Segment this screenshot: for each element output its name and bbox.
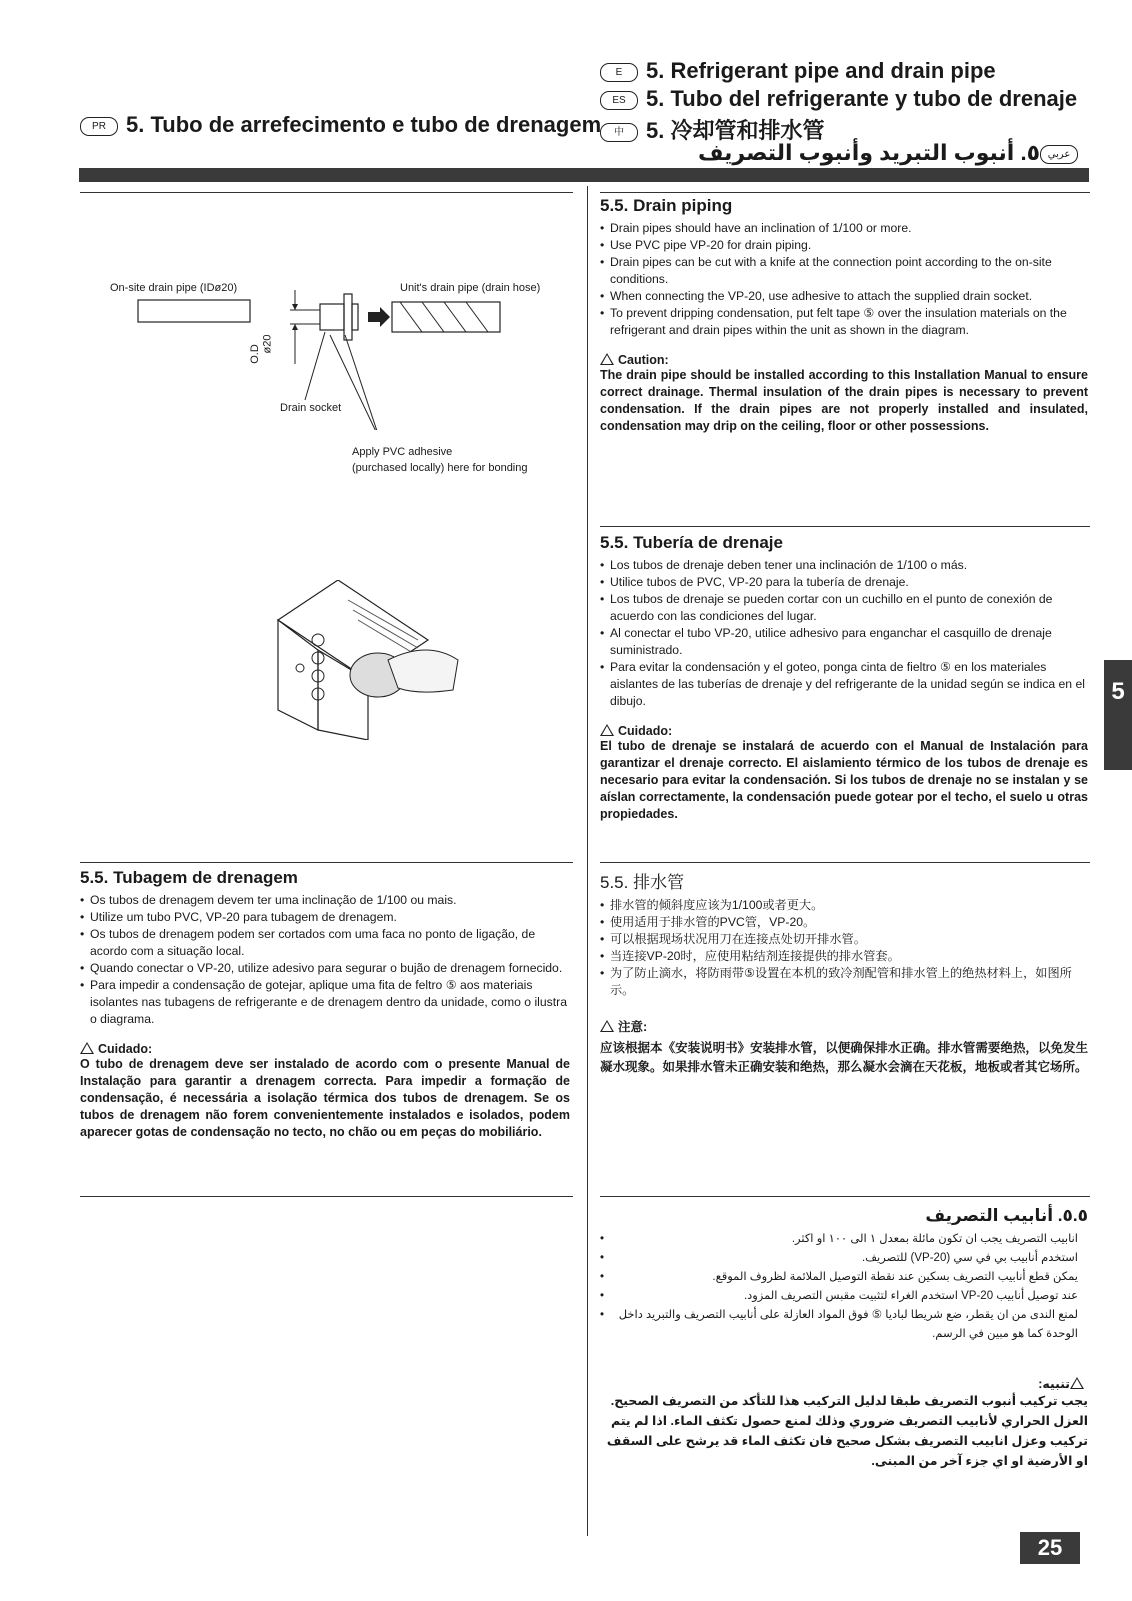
- list-item: • انابيب التصريف يجب ان تكون مائلة بمعدل ١ الى ١٠٠ او اكثر.: [600, 1230, 1088, 1249]
- list-item: • Los tubos de drenaje deben tener una inclinación de 1/100 o más.: [600, 557, 1088, 574]
- section-pr-list: [80, 892, 570, 1028]
- caution-heading-ar: تنبيه:: [600, 1376, 1088, 1391]
- caution-heading-en: Caution:: [600, 353, 1088, 367]
- list-item: • 使用适用于排水管的PVC管，VP-20。: [600, 914, 1088, 931]
- header-title-ch: 中 5. 冷却管和排水管: [600, 114, 824, 145]
- caution-text-pr: O tubo de drenagem deve ser instalado de acordo com o presente Manual de Instalação para garantir a drenagem correcta. Para impedir a formação de condensação, é necessária a isolação térmica dos tubos de drenagem. Se os tubos de drenagem não forem convenientemente instalados e isolados, podem aparecer gotas de condensação no tecto, no chão ou em peças do mobiliário.: [80, 1057, 570, 1139]
- section-es-list: [600, 557, 1088, 710]
- divider-es-ch: [600, 862, 1090, 863]
- warning-icon: [600, 1020, 614, 1032]
- warning-icon: [600, 724, 614, 736]
- list-item: • يمكن قطع أنابيب التصريف بسكين عند نقطة التوصيل الملائمة لظروف الموقع.: [600, 1268, 1088, 1287]
- list-item: • To prevent dripping condensation, put felt tape ⑤ over the insulation materials on the refrigerant and drain pipes within the unit as shown in the diagram.: [600, 305, 1088, 339]
- list-item: • Drain pipes can be cut with a knife at the connection point according to the on-site conditions.: [600, 254, 1088, 288]
- section-ch-list: [600, 897, 1088, 999]
- caution-text-en: The drain pipe should be installed according to this Installation Manual to ensure correct drainage. Thermal insulation of the drain pipes is necessary to prevent condensation. If the drain pipes are not properly installed and insulated, condensation may drip on the ceiling, floor or other possessions.: [600, 368, 1088, 433]
- list-item: • Utilize um tubo PVC, VP-20 para tubagem de drenagem.: [80, 909, 570, 926]
- caution-text-es: El tubo de drenaje se instalará de acuerdo con el Manual de Instalación para garantizar el drenaje correcto. El aislamiento térmico de los tubos de drenaje es necesario para evitar la condensación. Si los tubos de drenaje no se instalan y se aíslan correctamente, la condensación puede gotear por el techo, el suelo u otras propiedades.: [600, 739, 1088, 821]
- list-item: • When connecting the VP-20, use adhesive to attach the supplied drain socket.: [600, 288, 1088, 305]
- diagram-label-socket: Drain socket: [280, 402, 342, 414]
- caution-heading-es: Cuidado:: [600, 724, 1088, 738]
- section-en: [600, 196, 1088, 435]
- list-item: • Utilice tubos de PVC, VP-20 para la tubería de drenaje.: [600, 574, 1088, 591]
- section-ar-list: [600, 1230, 1088, 1344]
- header-band: [79, 168, 1089, 182]
- left-column-top-rule: [80, 192, 573, 193]
- lang-badge-pr: PR: [80, 117, 118, 136]
- list-item: • Quando conectar o VP-20, utilize adesivo para segurar o bujão de drenagem fornecido.: [80, 960, 570, 977]
- section-ch: [600, 868, 1088, 1077]
- lang-badge-es: ES: [600, 91, 638, 110]
- lang-badge-e: E: [600, 63, 638, 82]
- diagram-label-adhesive-1: Apply PVC adhesive: [352, 446, 453, 458]
- section-en-list: [600, 220, 1088, 339]
- list-item: • 可以根据现场状况用刀在连接点处切开排水管。: [600, 931, 1088, 948]
- section-ar-title: ٥.٥. أنابيب التصريف: [925, 1206, 1088, 1225]
- section-pr-title: 5.5. Tubagem de drenagem: [80, 868, 298, 887]
- list-item: • استخدم أنابيب بي في سي (VP-20) للتصريف.: [600, 1249, 1088, 1268]
- header-title-e: E 5. Refrigerant pipe and drain pipe: [600, 58, 996, 84]
- lang-badge-ch: 中: [600, 123, 638, 142]
- header-title-es: ES 5. Tubo del refrigerante y tubo de drenaje: [600, 86, 1077, 112]
- header-title-ar: عربي٥. أنبوب التبريد وأنبوب التصريف: [626, 140, 1086, 166]
- list-item: • Al conectar el tubo VP-20, utilice adhesivo para enganchar el casquillo de drenaje suministrado.: [600, 625, 1088, 659]
- caution-heading-pr: Cuidado:: [80, 1042, 570, 1056]
- list-item: • Los tubos de drenaje se pueden cortar con un cuchillo en el punto de conexión de acuerdo con las condiciones del lugar.: [600, 591, 1088, 625]
- section-ch-title: 5.5. 排水管: [600, 873, 685, 892]
- list-item: • Use PVC pipe VP-20 for drain piping.: [600, 237, 1088, 254]
- list-item: • Os tubos de drenagem devem ter uma inclinação de 1/100 ou mais.: [80, 892, 570, 909]
- list-item: • Drain pipes should have an inclination of 1/100 or more.: [600, 220, 1088, 237]
- drain-socket-diagram: [130, 290, 550, 430]
- column-divider: [587, 186, 588, 1536]
- divider-en-es: [600, 526, 1090, 527]
- list-item: • عند توصيل أنابيب VP-20 استخدم الغراء لتثبيت مقبس التصريف المزود.: [600, 1287, 1088, 1306]
- warning-icon: [1070, 1377, 1084, 1389]
- diagram-label-od: O.D: [248, 344, 261, 364]
- unit-drain-illustration: [268, 580, 478, 740]
- divider-ch-ar: [600, 1196, 1090, 1197]
- right-column-top-rule: [600, 192, 1090, 193]
- list-item: • 为了防止滴水，将防雨带⑤设置在本机的致冷剂配管和排水管上的绝热材料上，如图所示。: [600, 965, 1088, 999]
- section-en-title: 5.5. Drain piping: [600, 196, 733, 215]
- list-item: • Para impedir a condensação de gotejar, aplique uma fita de feltro ⑤ aos materiais isolantes nas tubagens de refrigerante e de drenagem dentro da unidade, como o ilustra o diagrama.: [80, 977, 570, 1028]
- chapter-side-tab: 5: [1104, 660, 1132, 770]
- caution-text-ch: 应该根据本《安装说明书》安装排水管，以便确保排水正确。排水管需要绝热，以免发生凝水现象。如果排水管未正确安装和绝热，那么凝水会滴在天花板，地板或者其它场所。: [600, 1041, 1088, 1074]
- diagram-label-onsite: On-site drain pipe (IDø20): [110, 282, 238, 294]
- list-item: • لمنع الندى من ان يقطر، ضع شريطا لباديا ⑤ فوق المواد العازلة على أنابيب التصريف والتبريد داخل الوحدة كما هو مبين في الرسم.: [600, 1306, 1088, 1344]
- header-title-pr: PR 5. Tubo de arrefecimento e tubo de drenagem: [80, 112, 601, 138]
- list-item: • Para evitar la condensación y el goteo, ponga cinta de fieltro ⑤ en los materiales aislantes de las tuberías de drenaje y del refrigerante de la unidad según se indica en el dibujo.: [600, 659, 1088, 710]
- section-ar: [600, 1206, 1088, 1471]
- list-item: • 当连接VP-20时，应使用粘结剂连接提供的排水管套。: [600, 948, 1088, 965]
- warning-icon: [600, 353, 614, 365]
- divider-pr-bottom: [80, 1196, 573, 1197]
- page-number: 25: [1020, 1532, 1080, 1564]
- diagram-label-units: Unit's drain pipe (drain hose): [400, 282, 541, 294]
- section-es-title: 5.5. Tubería de drenaje: [600, 533, 783, 552]
- list-item: • Os tubos de drenagem podem ser cortados com uma faca no ponto de ligação, de acordo com a situação local.: [80, 926, 570, 960]
- diagram-label-adhesive-2: (purchased locally) here for bonding: [352, 462, 528, 474]
- list-item: • 排水管的倾斜度应该为1/100或者更大。: [600, 897, 1088, 914]
- divider-pr: [80, 862, 573, 863]
- lang-badge-ar: عربي: [1040, 145, 1078, 164]
- section-es: [600, 533, 1088, 823]
- caution-heading-ch: 注意:: [600, 1017, 1088, 1035]
- section-pr: [80, 868, 570, 1141]
- caution-text-ar: يجب تركيب أنبوب التصريف طبقا لدليل التركيب هذا للتأكد من التصريف الصحيح. العزل الحراري لأنابيب التصريف ضروري وذلك لمنع حصول تكثف الماء. اذا لم يتم تركيب وعزل انابيب التصريف بشكل صحيح فان تكثف الماء قد يرشح على السقف او الأرضية او اي جزء آخر من المبنى.: [606, 1394, 1088, 1468]
- warning-icon: [80, 1042, 94, 1054]
- diagram-label-od-value: ø20: [261, 334, 274, 354]
